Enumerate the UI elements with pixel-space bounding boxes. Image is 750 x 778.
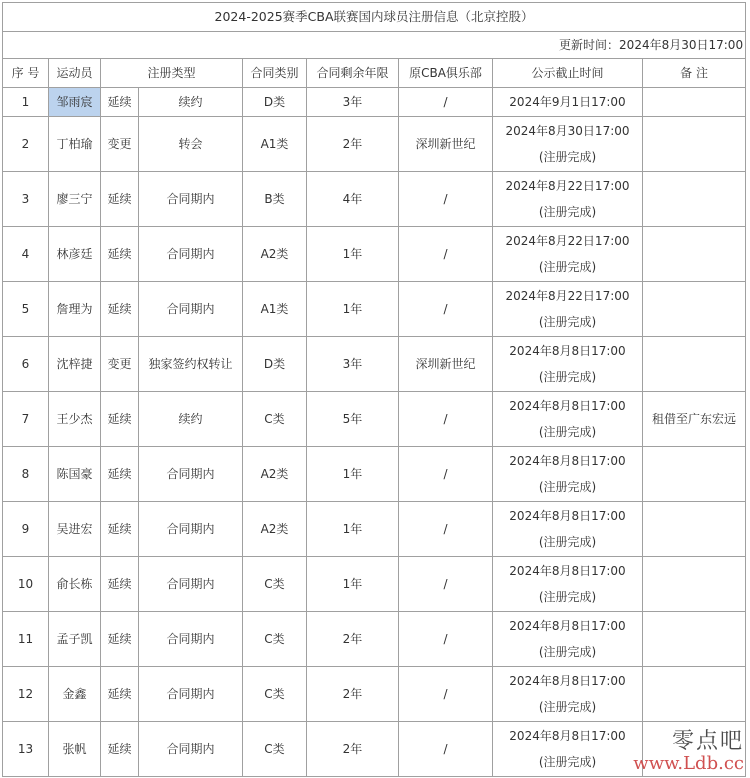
cell-years: 1年 — [307, 447, 399, 502]
cell-deadline — [493, 337, 643, 392]
cell-name: 陈国豪 — [49, 447, 101, 502]
cell-club: / — [399, 172, 493, 227]
deadline-time: 2024年8月8日17:00 — [509, 454, 626, 468]
cell-reg-b: 合同期内 — [139, 502, 243, 557]
deadline-status: (注册完成) — [538, 590, 597, 604]
cell-reg-a: 变更 — [101, 117, 139, 172]
deadline-status: (注册完成) — [538, 370, 597, 384]
cell-reg-a: 延续 — [101, 722, 139, 777]
cell-reg-a: 延续 — [101, 282, 139, 337]
deadline-time: 2024年8月8日17:00 — [509, 509, 626, 523]
deadline-time: 2024年8月8日17:00 — [509, 729, 626, 743]
header-club: 原CBA俱乐部 — [399, 59, 493, 88]
cell-club: / — [399, 227, 493, 282]
deadline-status: (注册完成) — [538, 535, 597, 549]
cell-deadline — [493, 392, 643, 447]
deadline-time: 2024年8月22日17:00 — [505, 179, 630, 193]
deadline-status: (注册完成) — [538, 645, 597, 659]
deadline-status: (注册完成) — [538, 315, 597, 329]
update-time: 更新时间：2024年8月30日17:00 — [3, 32, 746, 59]
header-deadline: 公示截止时间 — [493, 59, 643, 88]
header-player: 运动员 — [49, 59, 101, 88]
cell-club: / — [399, 282, 493, 337]
cell-no: 10 — [3, 557, 49, 612]
header-years: 合同剩余年限 — [307, 59, 399, 88]
cell-no: 3 — [3, 172, 49, 227]
cell-years: 2年 — [307, 722, 399, 777]
cell-reg-a: 延续 — [101, 667, 139, 722]
cell-note — [643, 88, 746, 117]
cell-contract: B类 — [243, 172, 307, 227]
cell-club: / — [399, 667, 493, 722]
cell-years: 1年 — [307, 227, 399, 282]
cell-no: 8 — [3, 447, 49, 502]
table-row — [3, 117, 746, 172]
cell-reg-a: 延续 — [101, 612, 139, 667]
cell-no: 9 — [3, 502, 49, 557]
cell-reg-b: 合同期内 — [139, 557, 243, 612]
cell-note — [643, 117, 746, 172]
cell-contract: C类 — [243, 392, 307, 447]
deadline-time: 2024年8月8日17:00 — [509, 344, 626, 358]
cell-club: 深圳新世纪 — [399, 117, 493, 172]
cell-club: / — [399, 722, 493, 777]
cell-no: 6 — [3, 337, 49, 392]
table-row — [3, 88, 746, 117]
watermark-url: www.Ldb.cc — [633, 753, 744, 774]
cell-contract: D类 — [243, 88, 307, 117]
cell-reg-b: 合同期内 — [139, 447, 243, 502]
cell-years: 1年 — [307, 282, 399, 337]
deadline-time: 2024年8月8日17:00 — [509, 564, 626, 578]
cell-reg-a: 变更 — [101, 337, 139, 392]
deadline-time: 2024年8月22日17:00 — [505, 289, 630, 303]
cell-reg-b: 独家签约权转让 — [139, 337, 243, 392]
table-row — [3, 502, 746, 557]
deadline-time: 2024年8月8日17:00 — [509, 674, 626, 688]
deadline-status: (注册完成) — [538, 205, 597, 219]
cell-name: 邹雨宸 — [49, 88, 101, 117]
cell-no: 11 — [3, 612, 49, 667]
cell-deadline — [493, 612, 643, 667]
deadline-status: (注册完成) — [538, 425, 597, 439]
cell-club: / — [399, 88, 493, 117]
table-row — [3, 722, 746, 777]
cell-club: / — [399, 612, 493, 667]
cell-deadline — [493, 722, 643, 777]
cell-no: 12 — [3, 667, 49, 722]
cell-contract: A2类 — [243, 447, 307, 502]
watermark-cn: 零点吧 — [671, 729, 744, 754]
deadline-status: (注册完成) — [538, 480, 597, 494]
table-row — [3, 612, 746, 667]
cell-name: 孟子凯 — [49, 612, 101, 667]
cell-reg-a: 延续 — [101, 88, 139, 117]
cell-note — [643, 282, 746, 337]
cell-no: 13 — [3, 722, 49, 777]
cell-deadline — [493, 447, 643, 502]
cell-deadline — [493, 227, 643, 282]
registration-table — [2, 2, 746, 777]
cell-years: 1年 — [307, 502, 399, 557]
cell-reg-a: 延续 — [101, 557, 139, 612]
cell-years: 3年 — [307, 88, 399, 117]
cell-note — [643, 557, 746, 612]
cell-reg-a: 延续 — [101, 227, 139, 282]
header-row — [3, 59, 746, 88]
table-row — [3, 447, 746, 502]
table-row — [3, 337, 746, 392]
deadline-time: 2024年8月22日17:00 — [505, 234, 630, 248]
deadline-time: 2024年9月1日17:00 — [509, 95, 626, 109]
cell-years: 1年 — [307, 557, 399, 612]
cell-deadline — [493, 502, 643, 557]
cell-deadline — [493, 282, 643, 337]
cell-contract: C类 — [243, 667, 307, 722]
table-row — [3, 392, 746, 447]
cell-reg-b: 合同期内 — [139, 667, 243, 722]
cell-club: / — [399, 557, 493, 612]
cell-contract: C类 — [243, 557, 307, 612]
cell-name: 吴进宏 — [49, 502, 101, 557]
cell-name: 丁柏瑜 — [49, 117, 101, 172]
table-title: 2024-2025赛季CBA联赛国内球员注册信息（北京控股） — [3, 3, 746, 32]
cell-reg-b: 合同期内 — [139, 282, 243, 337]
cell-years: 2年 — [307, 117, 399, 172]
cell-reg-a: 延续 — [101, 447, 139, 502]
cell-name: 廖三宁 — [49, 172, 101, 227]
cell-years: 5年 — [307, 392, 399, 447]
table-row — [3, 172, 746, 227]
cell-name: 詹理为 — [49, 282, 101, 337]
cell-no: 2 — [3, 117, 49, 172]
cell-note — [643, 612, 746, 667]
cell-club: / — [399, 502, 493, 557]
cell-reg-b: 合同期内 — [139, 227, 243, 282]
cell-note — [643, 227, 746, 282]
cell-years: 2年 — [307, 612, 399, 667]
cell-note — [643, 337, 746, 392]
cell-contract: D类 — [243, 337, 307, 392]
cell-note — [643, 447, 746, 502]
cell-deadline — [493, 88, 643, 117]
cell-name: 张帆 — [49, 722, 101, 777]
cell-contract: A2类 — [243, 227, 307, 282]
deadline-time: 2024年8月8日17:00 — [509, 399, 626, 413]
cell-reg-b: 合同期内 — [139, 612, 243, 667]
cell-reg-a: 延续 — [101, 392, 139, 447]
deadline-time: 2024年8月30日17:00 — [505, 124, 630, 138]
cell-contract: A1类 — [243, 282, 307, 337]
table-row — [3, 667, 746, 722]
cell-deadline — [493, 172, 643, 227]
cell-deadline — [493, 557, 643, 612]
cell-name: 俞长栋 — [49, 557, 101, 612]
cell-years: 3年 — [307, 337, 399, 392]
cell-club: / — [399, 447, 493, 502]
table-row — [3, 227, 746, 282]
cell-no: 7 — [3, 392, 49, 447]
cell-deadline — [493, 117, 643, 172]
header-contract: 合同类别 — [243, 59, 307, 88]
cell-note — [643, 667, 746, 722]
cell-name: 王少杰 — [49, 392, 101, 447]
cell-reg-b: 续约 — [139, 88, 243, 117]
deadline-status: (注册完成) — [538, 260, 597, 274]
cell-no: 1 — [3, 88, 49, 117]
cell-reg-b: 转会 — [139, 117, 243, 172]
table-row — [3, 557, 746, 612]
cell-reg-b: 合同期内 — [139, 722, 243, 777]
cell-years: 4年 — [307, 172, 399, 227]
deadline-status: (注册完成) — [538, 700, 597, 714]
cell-years: 2年 — [307, 667, 399, 722]
cell-no: 5 — [3, 282, 49, 337]
cell-no: 4 — [3, 227, 49, 282]
cell-note — [643, 722, 746, 777]
cell-note: 租借至广东宏远 — [643, 392, 746, 447]
cell-contract: A2类 — [243, 502, 307, 557]
cell-name: 林彦廷 — [49, 227, 101, 282]
cell-name: 沈梓捷 — [49, 337, 101, 392]
cell-contract: C类 — [243, 612, 307, 667]
cell-contract: A1类 — [243, 117, 307, 172]
cell-deadline — [493, 667, 643, 722]
cell-reg-b: 合同期内 — [139, 172, 243, 227]
header-note: 备 注 — [643, 59, 746, 88]
cell-contract: C类 — [243, 722, 307, 777]
header-reg-type: 注册类型 — [101, 59, 243, 88]
cell-reg-b: 续约 — [139, 392, 243, 447]
table-row — [3, 282, 746, 337]
deadline-status: (注册完成) — [538, 150, 597, 164]
deadline-time: 2024年8月8日17:00 — [509, 619, 626, 633]
cell-reg-a: 延续 — [101, 172, 139, 227]
cell-reg-a: 延续 — [101, 502, 139, 557]
deadline-status: (注册完成) — [538, 755, 597, 769]
header-no: 序 号 — [3, 59, 49, 88]
cell-note — [643, 502, 746, 557]
cell-club: 深圳新世纪 — [399, 337, 493, 392]
cell-note — [643, 172, 746, 227]
cell-name: 金鑫 — [49, 667, 101, 722]
cell-club: / — [399, 392, 493, 447]
